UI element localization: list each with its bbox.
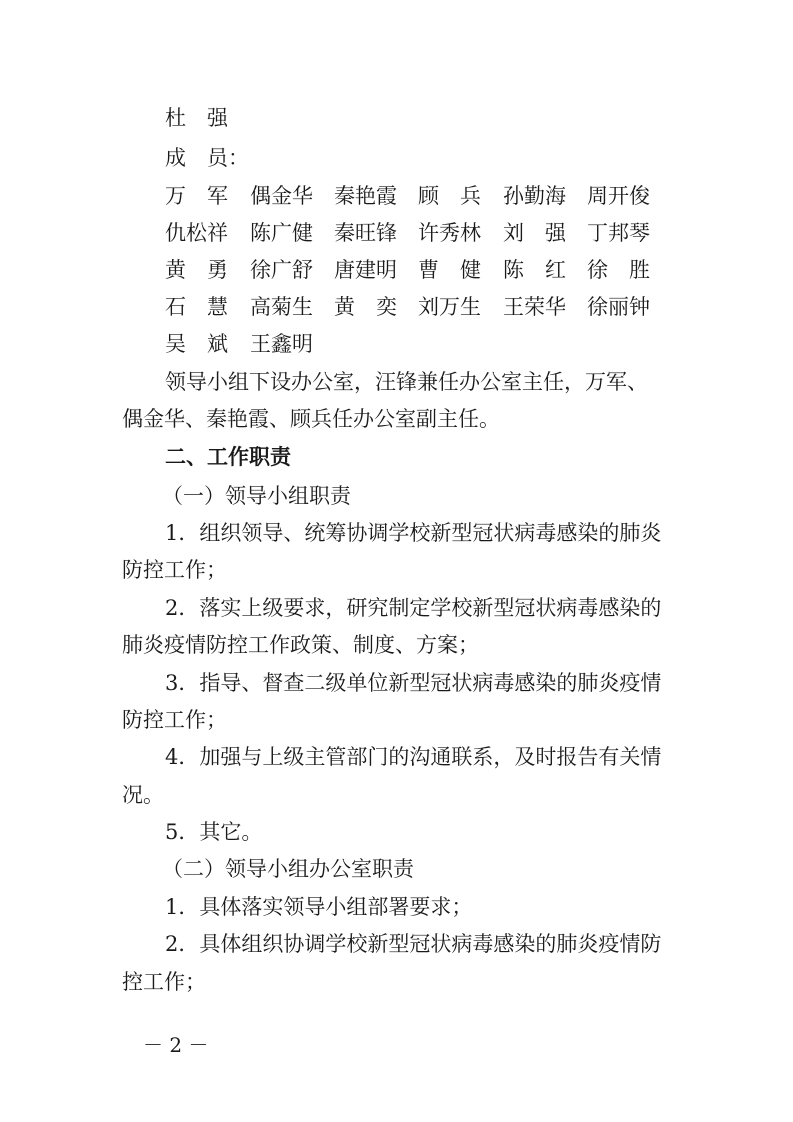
office-note-text: 领导小组下设办公室，汪锋兼任办公室主任，万军、 <box>165 370 648 394</box>
member-name: 周开俊 <box>587 184 650 208</box>
member-name: 陈广健 <box>250 221 313 245</box>
member-name: 许秀林 <box>418 221 481 245</box>
duty-text: 况。 <box>122 783 164 807</box>
member-name: 偶金华 <box>250 184 313 208</box>
member-name: 仇松祥 <box>165 221 228 245</box>
duty-text: 2．落实上级要求，研究制定学校新型冠状病毒感染的 <box>165 596 662 620</box>
leader-name: 杜 强 <box>165 106 228 130</box>
member-name: 徐广舒 <box>250 258 313 282</box>
member-name: 顾 兵 <box>418 184 481 208</box>
section-title: 二、工作职责 <box>165 445 291 469</box>
members-label: 成 员： <box>165 146 249 170</box>
member-name: 黄 奕 <box>334 295 397 319</box>
duty-text: 1．具体落实领导小组部署要求； <box>165 895 473 919</box>
member-name: 吴 斌 <box>165 332 228 356</box>
member-name: 秦艳霞 <box>334 184 397 208</box>
page-number: － 2 － <box>143 1033 209 1057</box>
member-name: 石 慧 <box>165 295 228 319</box>
member-name: 王荣华 <box>503 295 566 319</box>
member-name: 唐建明 <box>334 258 397 282</box>
subsection-title: （一）领导小组职责 <box>162 484 351 508</box>
member-name: 黄 勇 <box>165 258 228 282</box>
member-name: 丁邦琴 <box>587 221 650 245</box>
member-name: 王鑫明 <box>250 332 313 356</box>
duty-text: 4．加强与上级主管部门的沟通联系，及时报告有关情 <box>165 745 662 769</box>
subsection-title: （二）领导小组办公室职责 <box>162 857 414 881</box>
member-name: 秦旺锋 <box>334 221 397 245</box>
member-name: 孙勤海 <box>503 184 566 208</box>
duty-text: 2．具体组织协调学校新型冠状病毒感染的肺炎疫情防 <box>165 932 662 956</box>
duty-text: 防控工作； <box>122 708 227 732</box>
member-name: 高菊生 <box>250 295 313 319</box>
member-name: 万 军 <box>165 184 228 208</box>
duty-text: 5．其它。 <box>165 820 263 844</box>
duty-text: 1．组织领导、统筹协调学校新型冠状病毒感染的肺炎 <box>165 521 662 545</box>
office-note-text: 偶金华、秦艳霞、顾兵任办公室副主任。 <box>122 407 500 431</box>
duty-text: 控工作； <box>122 970 206 994</box>
duty-text: 3．指导、督查二级单位新型冠状病毒感染的肺炎疫情 <box>165 671 662 695</box>
member-name: 陈 红 <box>503 258 566 282</box>
member-name: 刘万生 <box>418 295 481 319</box>
duty-text: 防控工作； <box>122 558 227 582</box>
member-name: 刘 强 <box>503 221 566 245</box>
member-name: 曹 健 <box>418 258 481 282</box>
duty-text: 肺炎疫情防控工作政策、制度、方案； <box>122 633 479 657</box>
member-name: 徐丽钟 <box>587 295 650 319</box>
member-name: 徐 胜 <box>587 258 650 282</box>
